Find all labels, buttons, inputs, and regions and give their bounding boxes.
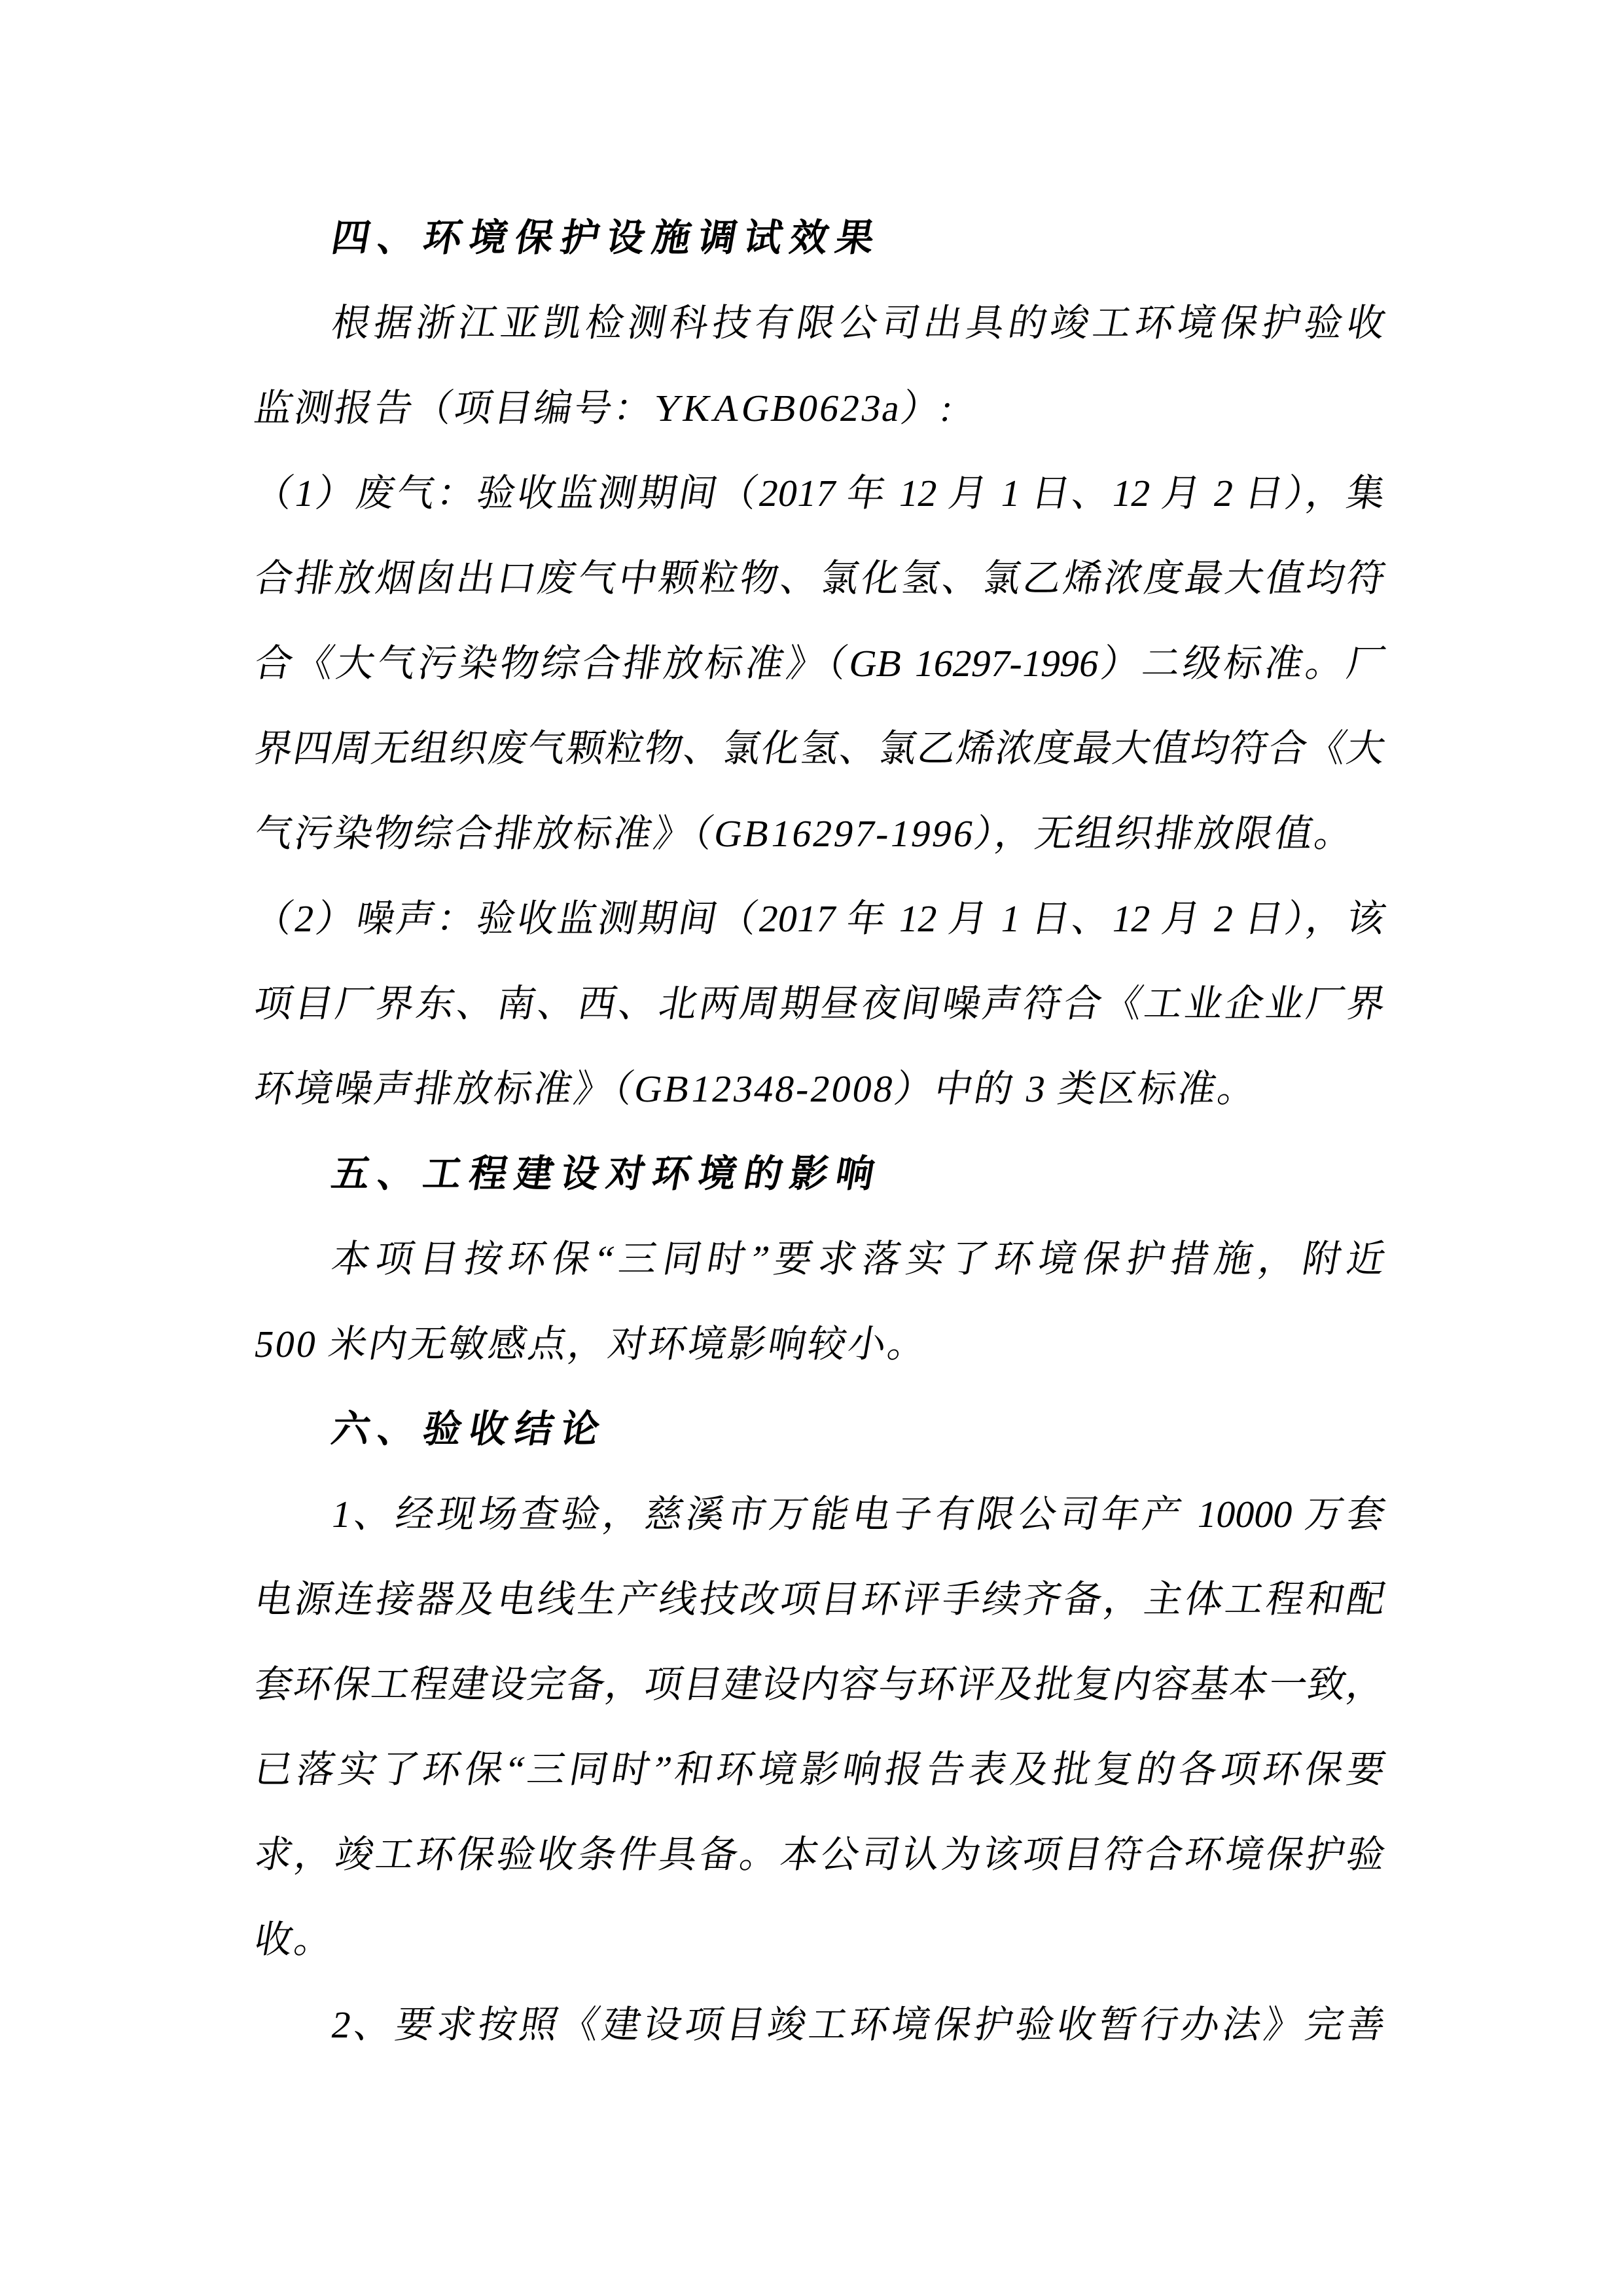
text-line: 本项目按环保“三同时”要求落实了环境保护措施，附近 [328,1238,1389,1280]
text-line: 套环保工程建设完备，项目建设内容与环评及批复内容基本一致， [251,1663,1389,1706]
text-line: 求，竣工环保验收条件具备。本公司认为该项目符合环境保护验 [251,1833,1389,1876]
text-line: （1）废气：验收监测期间（2017 年 12 月 1 日、12 月 2 日），集 [251,472,1389,514]
page-content [247,196,1389,2068]
section-heading-4: 四、环境保护设施调试效果 [328,217,886,259]
text-line: 收。 [251,1918,339,1961]
text-line: 气污染物综合排放标准》（GB16297-1996），无组织排放限值。 [251,812,1359,855]
text-line: 界四周无组织废气颗粒物、氯化氢、氯乙烯浓度最大值均符合《大 [251,727,1389,770]
text-line: 500 米内无敏感点，对环境影响较小。 [251,1323,932,1365]
text-line: 根据浙江亚凯检测科技有限公司出具的竣工环境保护验收 [328,302,1389,344]
text-line: 1、经现场查验，慈溪市万能电子有限公司年产 10000 万套 [328,1493,1389,1535]
text-line: 电源连接器及电线生产线技改项目环评手续齐备，主体工程和配 [251,1578,1389,1621]
text-line: 合排放烟囱出口废气中颗粒物、氯化氢、氯乙烯浓度最大值均符 [251,557,1389,600]
section-heading-6: 六、验收结论 [328,1408,611,1450]
text-line: 合《大气污染物综合排放标准》（GB 16297-1996）二级标准。厂 [251,642,1389,685]
text-line: 项目厂界东、南、西、北两周期昼夜间噪声符合《工业企业厂界 [251,982,1389,1025]
text-line: 2、要求按照《建设项目竣工环境保护验收暂行办法》完善 [328,2003,1389,2046]
text-line: （2）噪声：验收监测期间（2017 年 12 月 1 日、12 月 2 日），该 [251,897,1389,940]
text-line: 已落实了环保“三同时”和环境影响报告表及批复的各项环保要 [251,1748,1389,1791]
text-line: 环境噪声排放标准》（GB12348-2008）中的 3 类区标准。 [251,1067,1262,1110]
text-line: 监测报告（项目编号：YKAGB0623a）: [251,387,958,429]
section-heading-5: 五、工程建设对环境的影响 [328,1153,886,1195]
